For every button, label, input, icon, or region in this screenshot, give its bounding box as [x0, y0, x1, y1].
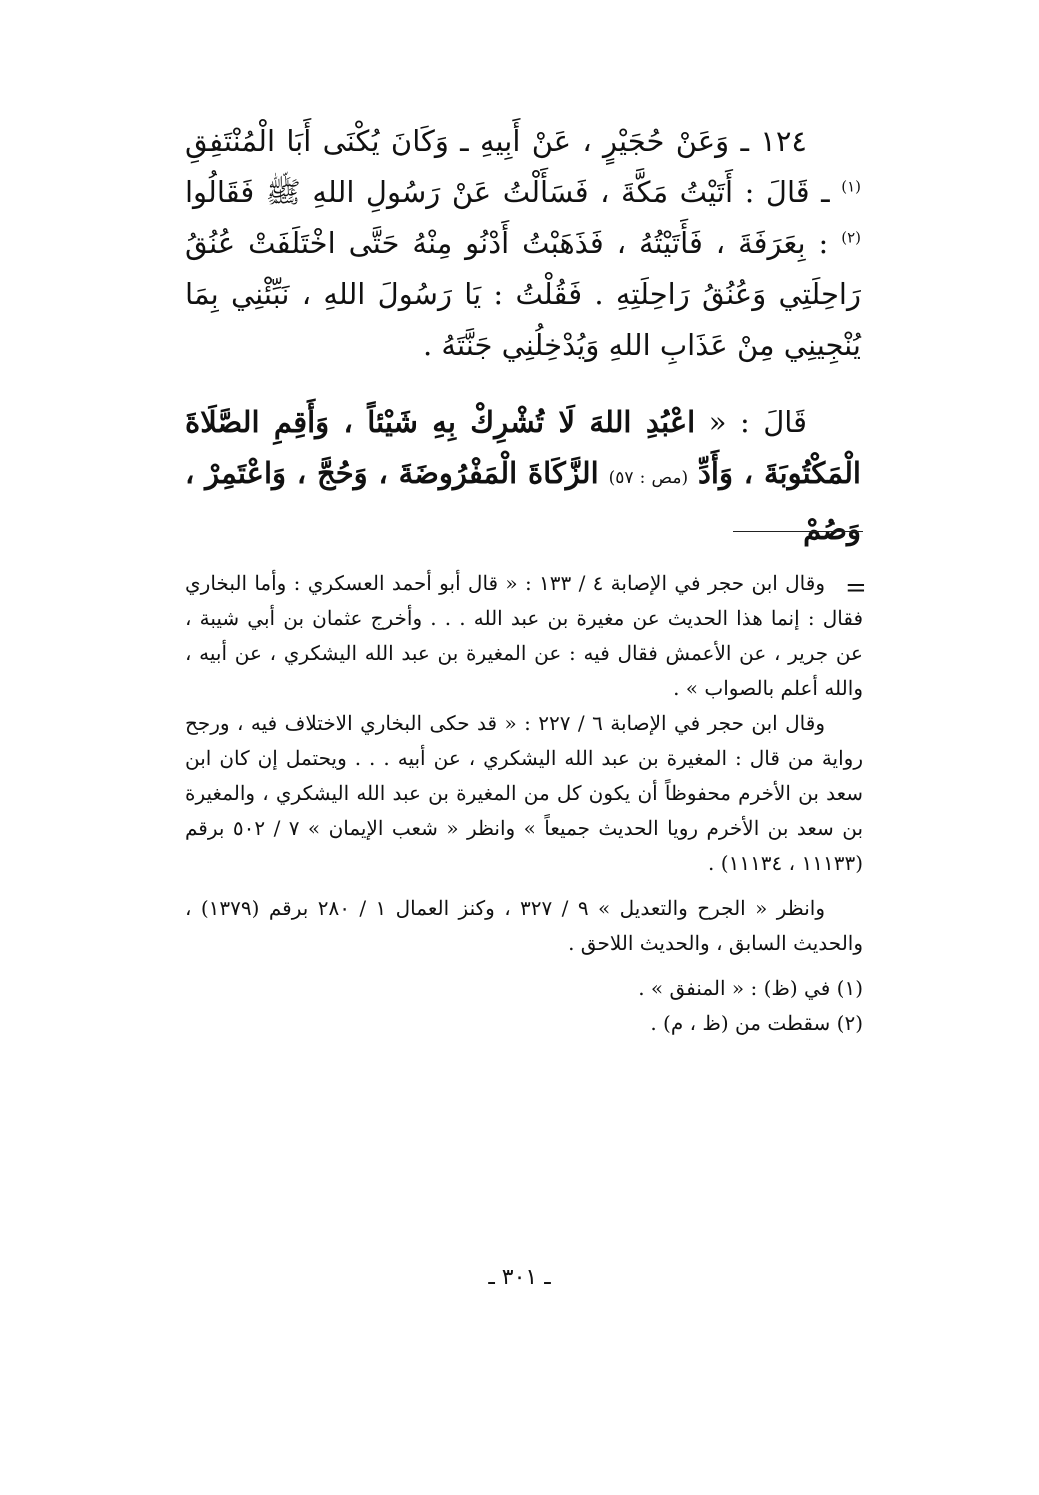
- footnote-marker-1: (١): [841, 177, 862, 196]
- hadith-text-1b: ـ قَالَ : أَتَيْتُ مَكَّةَ ، فَسَأَلْتُ عَنْ رَسُولِ اللهِ ﷺ فَقَالُوا: [185, 175, 830, 209]
- footnotes: [185, 566, 863, 1041]
- note-paragraph-3: وانظر « الجرح والتعديل » ٩ / ٣٢٧ ، وكنز العمال ١ / ٢٨٠ برقم (١٣٧٩) ، والحديث السابق ، والحديث اللاحق .: [185, 896, 863, 955]
- footnote-2: (٢) سقطت من (ظ ، م) .: [650, 1011, 863, 1035]
- prophetic-saying-2: الزَّكَاةَ الْمَفْرُوضَةَ ، وَحُجَّ ، وَاعْتَمِرْ ، وَصُمْ: [185, 456, 861, 546]
- footnote-marker-2: (٢): [841, 228, 862, 247]
- page-number: ـ ٣٠١ ـ: [488, 1265, 551, 1290]
- hadith-text-2-intro: قَالَ : «: [708, 405, 808, 439]
- hadith-text-1a: ١٢٤ ـ وَعَنْ حُجَيْرٍ ، عَنْ أَبِيهِ ـ وَكَانَ يُكْنَى أَبَا الْمُنْتَفِقِ: [185, 124, 807, 158]
- hadith-text-1c: : بِعَرَفَةَ ، فَأَتَيْتُهُ ، فَذَهَبْتُ أَدْنُو مِنْهُ حَتَّى اخْتَلَفَتْ عُنُقُ رَاحِلَتِي وَعُنُقُ رَاحِلَتِهِ . فَقُلْتُ : يَا رَسُولَ اللهِ ، نَبِّئْنِي بِمَا يُنْجِينِي مِنْ عَذَابِ اللهِ وَيُدْخِلُنِي جَنَّتَهُ .: [185, 226, 861, 362]
- continuation-mark: =: [845, 573, 867, 603]
- footnote-separator: [733, 531, 863, 532]
- hadith-paragraph-1: [185, 116, 861, 371]
- main-text: [185, 116, 861, 555]
- footnote-1: (١) في (ظ) : « المنفق » .: [638, 976, 863, 1000]
- note-paragraph-1: وقال ابن حجر في الإصابة ٤ / ١٣٣ : « قال أبو أحمد العسكري : وأما البخاري فقال : إنما هذا الحديث عن مغيرة بن عبد الله . . . وأخرج عثمان بن أبي شيبة ، عن جرير ، عن الأعمش فقال فيه : عن المغيرة بن عبد الله اليشكري ، عن أبيه ، والله أعلم بالصواب » .: [185, 571, 863, 700]
- manuscript-page-ref: (مص : ٥٧): [608, 468, 689, 488]
- note-paragraph-2: وقال ابن حجر في الإصابة ٦ / ٢٢٧ : « قد حكى البخاري الاختلاف فيه ، ورجح رواية من قال : المغيرة بن عبد الله اليشكري ، عن أبيه . . . ويحتمل إن كان ابن سعد بن الأخرم محفوظاً أن يكون كل من المغيرة بن عبد الله اليشكري ، والمغيرة بن سعد بن الأخرم رويا الحديث جميعاً » وانظر « شعب الإيمان » ٧ / ٥٠٢ برقم (١١١٣٣ ، ١١١٣٤) .: [185, 711, 864, 875]
- prophetic-saying-1: اعْبُدِ اللهَ لَا تُشْرِكْ بِهِ شَيْئاً ، وَأَقِمِ الصَّلَاةَ الْمَكْتُوبَةَ ، وَأَدِّ: [185, 405, 861, 490]
